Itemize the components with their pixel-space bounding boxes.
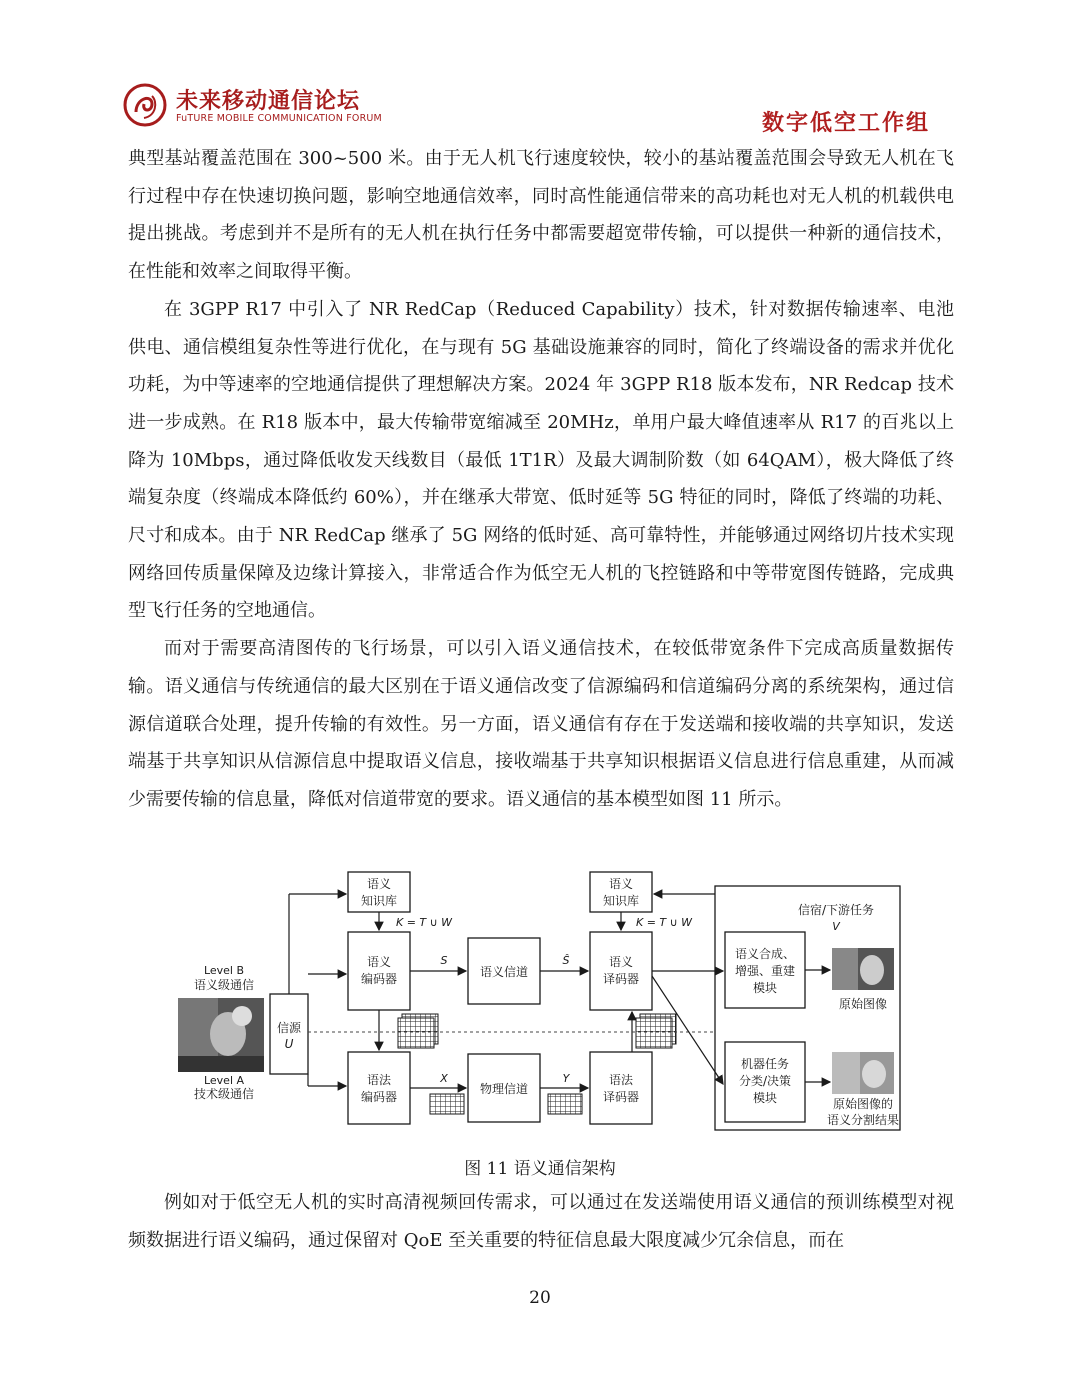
syn-decoder-line1: 语法: [608, 1073, 634, 1087]
kb-left-line2: 知识库: [360, 894, 398, 908]
kb-right-line1: 语义: [608, 877, 634, 891]
reconstructed-image: [832, 948, 894, 990]
kb-right-line2: 知识库: [602, 894, 640, 908]
source-label: 信源: [276, 1021, 302, 1035]
logo-title-en: FuTURE MOBILE COMMUNICATION FORUM: [176, 113, 382, 124]
level-b-title: Level B: [203, 964, 245, 977]
sem-channel-label: 语义信道: [479, 965, 529, 979]
page-header: [0, 0, 1080, 140]
syn-decoder-line2: 译码器: [602, 1090, 640, 1104]
page-number: 20: [529, 1288, 551, 1308]
label-x: X: [440, 1072, 448, 1085]
bits-grid-left: [430, 1094, 464, 1114]
figure-caption: 图 11 语义通信架构: [464, 1159, 616, 1179]
paragraph-2: 在 3GPP R17 中引入了 NR RedCap（Reduced Capability）技术，针对数据传输速率、电池供电、通信模组复杂性等进行优化，在与现有 5G 基础设施兼容的同时，简化了终端设备的需求并优化功耗，为中等速率的空地通信提供了理想解决方案。2024 年 3GPP R18 版本发布，NR Redcap 技术进一步成熟。在 R18 版本中，最大传输带宽缩减至 20MHz，单用户最大峰值速率从 R17 的百兆以上降为 10Mbps，通过降低收发天线数目（最低 1T1R）及最大调制阶数（如 64QAM），极大降低了终端复杂度（终端成本降低约 60%），并在继承大带宽、低时延等 5G 特征的同时，降低了终端的功耗、尺寸和成本。由于 NR RedCap 继承了 5G 网络的低时延、高可靠特性，并能够通过网络切片技术实现网络回传质量保障及边缘计算接入，非常适合作为低空无人机的飞控链路和中等带宽图传链路，完成典型飞行任务的空地通信。: [128, 298, 954, 622]
sem-encoder-line1: 语义: [366, 955, 392, 969]
forum-logo-icon: [122, 82, 168, 128]
label-s: S: [440, 954, 448, 967]
source-cat-image: [178, 998, 264, 1072]
semantic-comm-figure: [170, 866, 910, 1156]
recon-line3: 模块: [752, 981, 778, 995]
sem-decoder-line1: 语义: [608, 955, 634, 969]
sink-symbol: V: [832, 920, 840, 933]
task-line3: 模块: [752, 1091, 778, 1105]
kb-left-line1: 语义: [366, 877, 392, 891]
task-line1: 机器任务: [740, 1057, 790, 1071]
level-a-desc: 技术级通信: [193, 1087, 255, 1101]
sem-decoder-line2: 译码器: [602, 972, 640, 986]
seg-label-line2: 语义分割结果: [826, 1113, 900, 1127]
k-formula-right: K = T ∪ W: [636, 916, 693, 929]
recon-line1: 语义合成、: [734, 947, 796, 961]
syntax-encoder-block: [348, 1052, 410, 1124]
sink-title: 信宿/下游任务: [797, 903, 875, 917]
syntax-decoder-block: [590, 1052, 652, 1124]
label-y: Y: [562, 1072, 570, 1085]
phys-channel-label: 物理信道: [479, 1082, 529, 1096]
seg-label-line1: 原始图像的: [832, 1097, 894, 1111]
semantic-encoder-block: [348, 932, 410, 1010]
logo-title-cn: 未来移动通信论坛: [176, 89, 361, 114]
working-group-name: 数字低空工作组: [761, 111, 930, 136]
syn-encoder-line1: 语法: [366, 1073, 392, 1087]
task-line2: 分类/决策: [738, 1074, 792, 1088]
paragraph-3: 而对于需要高清图传的飞行场景，可以引入语义通信技术，在较低带宽条件下完成高质量数据传输。语义通信与传统通信的最大区别在于语义通信改变了信源编码和信道编码分离的系统架构，通过信源信道联合处理，提升传输的有效性。另一方面，语义通信有存在于发送端和接收端的共享知识，发送端基于共享知识从信源信息中提取语义信息，接收端基于共享知识根据语义信息进行信息重建，从而减少需要传输的信息量，降低对信道带宽的要求。语义通信的基本模型如图 11 所示。: [128, 638, 954, 810]
following-text: [128, 1184, 954, 1259]
syn-encoder-line2: 编码器: [360, 1090, 398, 1104]
bits-grid-right: [548, 1094, 582, 1114]
level-a-title: Level A: [203, 1074, 245, 1087]
main-text: [128, 140, 954, 819]
label-s-hat: Ŝ: [562, 954, 570, 967]
paragraph-1: 典型基站覆盖范围在 300~500 米。由于无人机飞行速度较快，较小的基站覆盖范围会导致无人机在飞行过程中存在快速切换问题，影响空地通信效率，同时高性能通信带来的高功耗也对无人机的机载供电提出挑战。考虑到并不是所有的无人机在执行任务中都需要超宽带传输，可以提供一种新的通信技术，在性能和效率之间取得平衡。: [128, 148, 954, 283]
sem-encoder-line2: 编码器: [360, 972, 398, 986]
level-b-desc: 语义级通信: [193, 978, 255, 992]
k-formula-left: K = T ∪ W: [396, 916, 453, 929]
orig-image-label: 原始图像: [838, 997, 888, 1011]
segmentation-image: [832, 1052, 894, 1094]
architecture-diagram: [170, 866, 910, 1156]
source-symbol: U: [284, 1037, 294, 1051]
recon-line2: 增强、重建: [734, 964, 796, 978]
paragraph-4: 例如对于低空无人机的实时高清视频回传需求，可以通过在发送端使用语义通信的预训练模型对视频数据进行语义编码，通过保留对 QoE 至关重要的特征信息最大限度减少冗余信息，而在: [128, 1192, 954, 1251]
semantic-decoder-block: [590, 932, 652, 1010]
